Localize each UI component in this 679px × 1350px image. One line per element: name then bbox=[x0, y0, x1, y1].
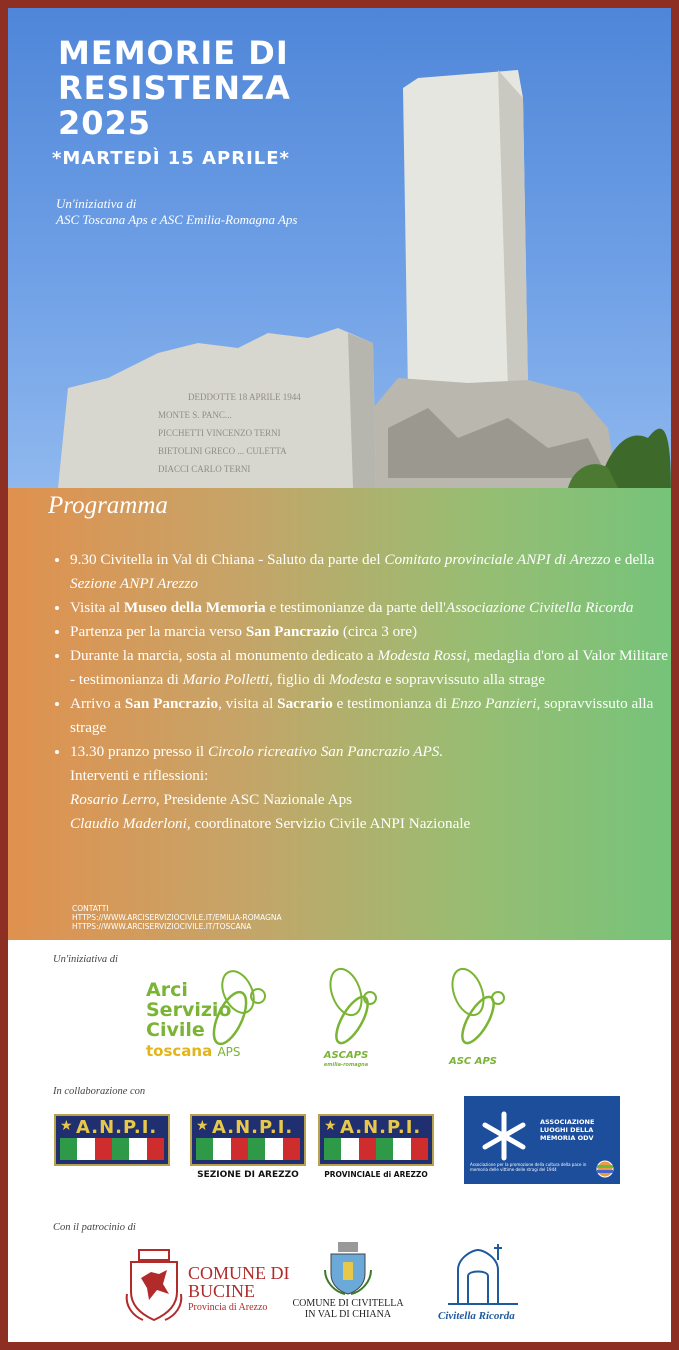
contacts-label: CONTATTI bbox=[72, 904, 109, 913]
bucine-province: Provincia di Arezzo bbox=[188, 1302, 268, 1313]
poster-title bbox=[58, 36, 291, 141]
contact-link[interactable]: HTTPS://WWW.ARCISERVIZIOCIVILE.IT/TOSCANA bbox=[72, 922, 252, 931]
anpi-arezzo-section-logo bbox=[190, 1114, 306, 1166]
arci-word: Servizio bbox=[146, 999, 232, 1021]
luoghi-line: ASSOCIAZIONE bbox=[540, 1118, 595, 1126]
intro-line: ASC Toscana Aps e ASC Emilia-Romagna Aps bbox=[56, 212, 298, 227]
svg-text:DEDDOTTE 18 APRILE 1944: DEDDOTTE 18 APRILE 1944 bbox=[188, 392, 301, 402]
anpi-logo bbox=[54, 1114, 170, 1166]
title-line: RESISTENZA bbox=[58, 69, 291, 107]
star-icon: ★ bbox=[324, 1119, 337, 1134]
event-date: *MARTEDÌ 15 APRILE* bbox=[52, 148, 290, 169]
svg-text:BIETOLINI GRECO ... CULETTA: BIETOLINI GRECO ... CULETTA bbox=[158, 446, 287, 456]
luoghi-subtitle: Associazione per la promozione della cultura della pace in memoria delle vittime delle stragi del 1944 bbox=[470, 1162, 587, 1172]
hero-photo bbox=[8, 8, 671, 488]
svg-text:DIACCI CARLO TERNI: DIACCI CARLO TERNI bbox=[158, 464, 251, 474]
collab-label: In collaborazione con bbox=[53, 1086, 146, 1097]
anpi-text: A.N.P.I. bbox=[76, 1117, 158, 1138]
svg-text:MONTE S. PANC...: MONTE S. PANC... bbox=[158, 410, 232, 420]
title-line: MEMORIE DI bbox=[58, 34, 289, 72]
arci-word: Civile bbox=[146, 1019, 205, 1041]
luoghi-line: MEMORIA ODV bbox=[540, 1134, 594, 1142]
initiative-label: Un'iniziativa di bbox=[53, 954, 118, 965]
flag-stripes bbox=[60, 1138, 164, 1160]
bee-icon bbox=[428, 962, 518, 1052]
intro-line: Un'iniziativa di bbox=[56, 196, 137, 211]
program-item: • 9.30 Civitella in Val di Chiana - Saluto da parte del Comitato provinciale ANPI di Arezzo e della Sezione ANPI Arezzo bbox=[70, 548, 670, 596]
asc-emilia-romagna-logo bbox=[306, 962, 386, 1072]
svg-text:PICCHETTI VINCENZO TERNI: PICCHETTI VINCENZO TERNI bbox=[158, 428, 281, 438]
asc-er-name: ASCAPS bbox=[323, 1050, 369, 1061]
snowflake-star-icon bbox=[474, 1106, 534, 1166]
program-extra: Rosario Lerro, Presidente ASC Nazionale Aps bbox=[70, 791, 353, 808]
anpi-text: A.N.P.I. bbox=[212, 1117, 294, 1138]
program-item bbox=[70, 740, 670, 836]
civitella-line: IN VAL DI CHIANA bbox=[304, 1309, 392, 1320]
star-icon: ★ bbox=[60, 1119, 73, 1134]
asc-name: ASC APS bbox=[448, 1056, 498, 1067]
program-item: • Durante la marcia, sosta al monumento dedicato a Modesta Rossi, medaglia d'oro al Valor Militare - testimonianza di Mario Polletti, figlio di Modesta e sopravvissuto alla strage bbox=[70, 644, 670, 692]
program-heading: Programma bbox=[48, 492, 168, 519]
title-line: 2025 bbox=[58, 104, 152, 142]
civitella-ricorda-name: Civitella Ricorda bbox=[438, 1310, 515, 1322]
program-extra: Interventi e riflessioni: bbox=[70, 767, 209, 784]
arci-toscana: toscana bbox=[146, 1042, 213, 1060]
luoghi-line: LUOGHI DELLA bbox=[540, 1126, 594, 1134]
luoghi-title bbox=[540, 1118, 594, 1142]
contact-link[interactable]: HTTPS://WWW.ARCISERVIZIOCIVILE.IT/EMILIA-ROMAGNA bbox=[72, 913, 282, 922]
arci-word: Arci bbox=[146, 979, 188, 1001]
bucine-line: BUCINE bbox=[188, 1281, 255, 1301]
anpi-text: A.N.P.I. bbox=[340, 1117, 422, 1138]
patronage-label: Con il patrocinio di bbox=[53, 1222, 136, 1233]
program-section bbox=[8, 488, 671, 940]
intro-text bbox=[56, 196, 297, 228]
bee-icon bbox=[306, 962, 386, 1052]
peace-flag-icon bbox=[596, 1160, 614, 1178]
asc-aps-logo bbox=[428, 962, 518, 1072]
contacts-block bbox=[72, 904, 282, 931]
program-item: • Visita al Museo della Memoria e testimonianze da parte dell'Associazione Civitella Ricorda bbox=[70, 596, 670, 620]
program-extra: Claudio Maderloni, coordinatore Servizio Civile ANPI Nazionale bbox=[70, 815, 471, 832]
flag-stripes bbox=[324, 1138, 428, 1160]
anpi-provincial-caption: PROVINCIALE di AREZZO bbox=[324, 1170, 428, 1179]
arci-aps: APS bbox=[217, 1045, 241, 1059]
civitella-line: COMUNE DI CIVITELLA bbox=[292, 1298, 404, 1309]
program-list bbox=[50, 548, 670, 836]
bucine-crest-icon bbox=[123, 1244, 185, 1324]
program-item: • Partenza per la marcia verso San Pancrazio (circa 3 ore) bbox=[70, 620, 670, 644]
luoghi-memoria-logo bbox=[464, 1096, 620, 1184]
flag-stripes bbox=[196, 1138, 300, 1160]
anpi-section-caption: SEZIONE DI AREZZO bbox=[197, 1170, 299, 1180]
arci-toscana-logo bbox=[138, 960, 278, 1070]
civitella-crest-icon bbox=[323, 1240, 373, 1296]
anpi-provincial-logo bbox=[318, 1114, 434, 1166]
civitella-ricorda-tower-icon bbox=[438, 1240, 528, 1310]
star-icon: ★ bbox=[196, 1119, 209, 1134]
bucine-line: COMUNE DI bbox=[188, 1263, 290, 1283]
program-item-text: 13.30 pranzo presso il Circolo ricreativo San Pancrazio APS. bbox=[70, 743, 444, 760]
program-item: • Arrivo a San Pancrazio, visita al Sacrario e testimonianza di Enzo Panzieri, sopravvissuto alla strage bbox=[70, 692, 670, 740]
asc-er-region: emilia-romagna bbox=[323, 1062, 369, 1068]
bucine-name bbox=[188, 1264, 290, 1300]
civitella-name bbox=[278, 1298, 418, 1320]
